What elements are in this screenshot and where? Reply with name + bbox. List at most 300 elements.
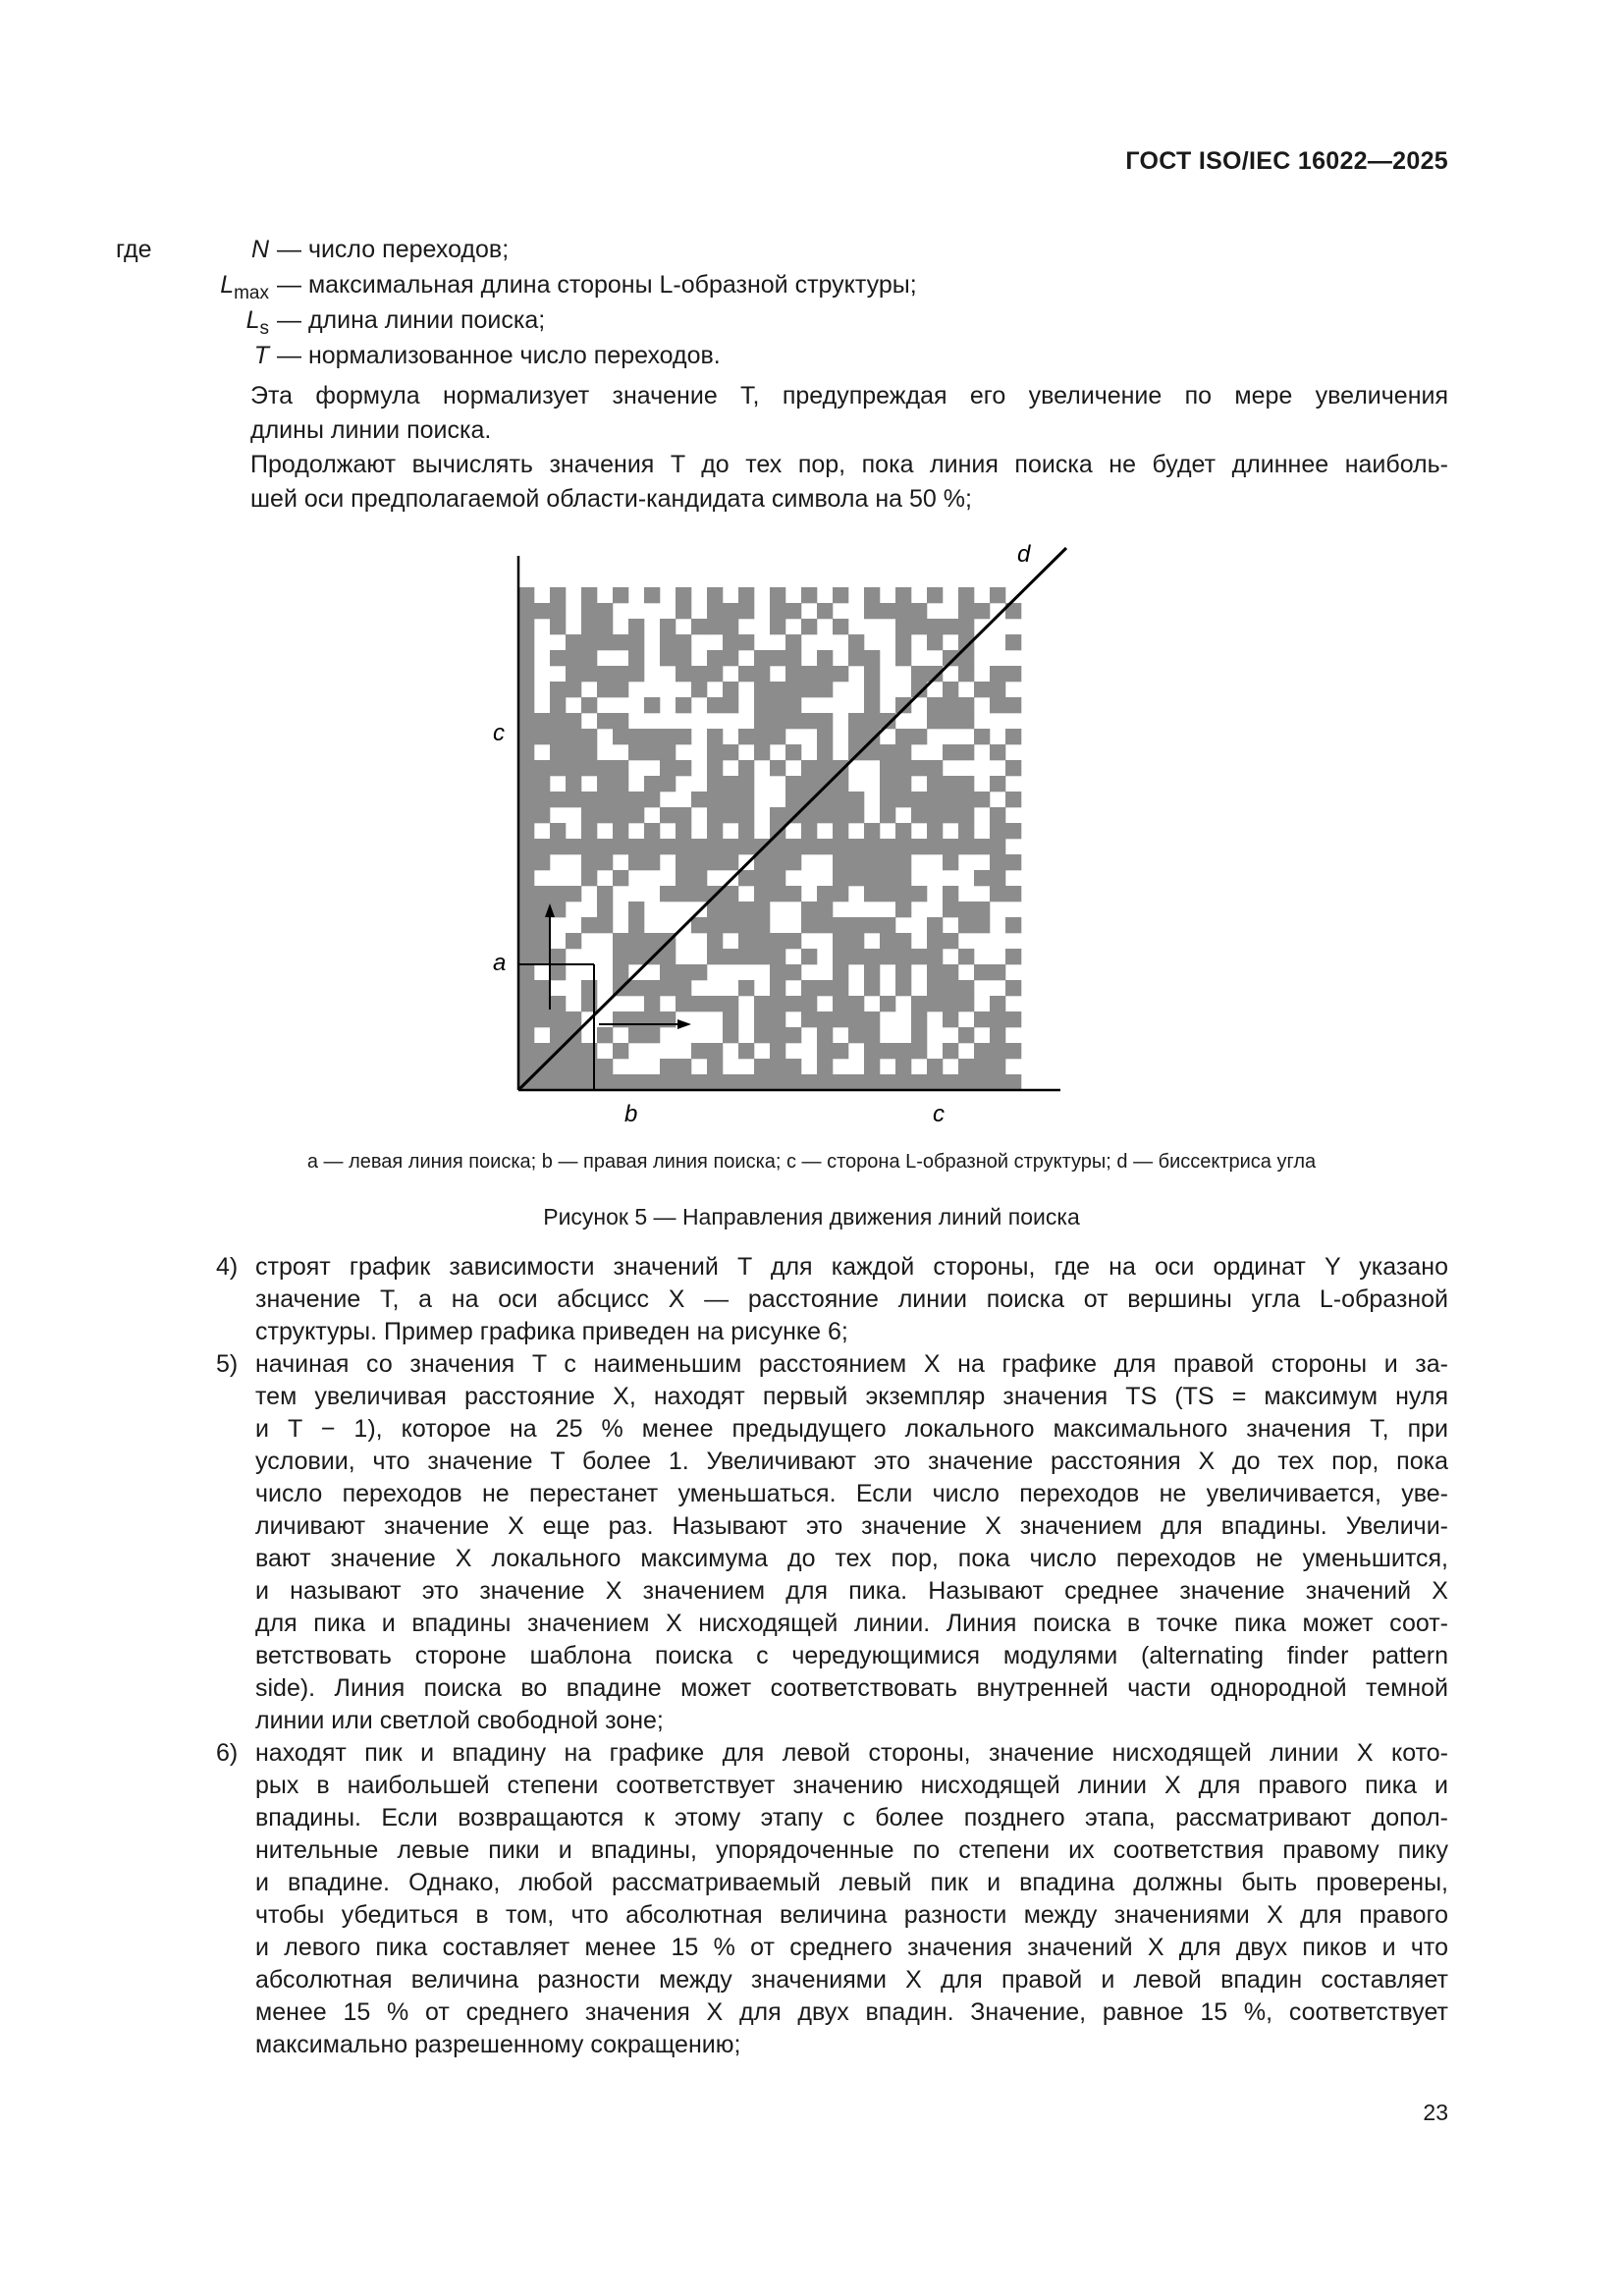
matrix-module (550, 682, 566, 697)
matrix-module (848, 949, 864, 964)
matrix-module (911, 1074, 927, 1090)
matrix-module (880, 760, 895, 776)
matrix-module (927, 949, 943, 964)
matrix-module (801, 776, 817, 792)
matrix-module (817, 1011, 833, 1027)
text-line: абсолютная величина разности между значениями X для правой и левой впадин составляет (255, 1966, 1448, 1994)
matrix-module (550, 650, 566, 666)
matrix-module (676, 587, 691, 603)
matrix-module (597, 807, 613, 823)
matrix-module (801, 587, 817, 603)
matrix-module (676, 839, 691, 854)
matrix-module (723, 807, 738, 823)
matrix-module (723, 854, 738, 870)
matrix-module (550, 1011, 566, 1027)
matrix-module (958, 697, 974, 713)
matrix-module (785, 839, 801, 854)
matrix-module (660, 634, 676, 650)
matrix-module (880, 933, 895, 949)
matrix-module (785, 713, 801, 729)
label-d: d (1017, 541, 1031, 568)
matrix-module (770, 682, 785, 697)
matrix-module (911, 1043, 927, 1059)
matrix-module (676, 697, 691, 713)
matrix-module (801, 666, 817, 682)
matrix-module (518, 1059, 534, 1074)
matrix-module (1005, 1043, 1021, 1059)
matrix-module (613, 1043, 628, 1059)
matrix-module (848, 713, 864, 729)
matrix-module (518, 933, 534, 949)
text-line: условии, что значение T более 1. Увеличивают это значение расстояния X до тех пор, пока (255, 1448, 1448, 1475)
matrix-module (628, 1027, 644, 1043)
matrix-module (566, 744, 581, 760)
matrix-module (974, 1059, 990, 1074)
text-line: максимально разрешенному сокращению; (255, 2031, 741, 2058)
text-line: side). Линия поиска во впадине может соответствовать внутренней части однородной темной (255, 1674, 1448, 1702)
matrix-module (738, 776, 754, 792)
matrix-module (581, 823, 597, 839)
matrix-module (958, 917, 974, 933)
text-line: вают значение X локального максимума до тех пор, пока число переходов не уменьшится, (255, 1545, 1448, 1572)
symbol-n: N (250, 236, 269, 263)
matrix-module (581, 792, 597, 807)
matrix-module (660, 776, 676, 792)
matrix-module (566, 839, 581, 854)
matrix-module (1005, 980, 1021, 996)
matrix-module (1005, 634, 1021, 650)
matrix-module (754, 870, 770, 886)
text-line: личивают значение X еще раз. Называют это значение X значением для впадины. Увеличи- (255, 1512, 1448, 1540)
matrix-module (864, 823, 880, 839)
matrix-module (927, 587, 943, 603)
matrix-module (691, 1074, 707, 1090)
matrix-module (943, 776, 958, 792)
matrix-module (550, 1027, 566, 1043)
matrix-module (597, 1074, 613, 1090)
matrix-module (817, 807, 833, 823)
matrix-module (628, 980, 644, 996)
matrix-module (864, 713, 880, 729)
matrix-module (817, 776, 833, 792)
matrix-module (864, 980, 880, 996)
matrix-module (895, 1074, 911, 1090)
matrix-module (911, 603, 927, 619)
matrix-module (895, 823, 911, 839)
matrix-module (597, 760, 613, 776)
matrix-module (911, 949, 927, 964)
matrix-module (518, 996, 534, 1011)
matrix-module (738, 587, 754, 603)
matrix-module (974, 792, 990, 807)
matrix-module (534, 713, 550, 729)
matrix-module (817, 980, 833, 996)
matrix-module (1005, 1074, 1021, 1090)
matrix-module (581, 807, 597, 823)
matrix-module (801, 996, 817, 1011)
matrix-module (754, 744, 770, 760)
matrix-module (1005, 854, 1021, 870)
matrix-module (518, 807, 534, 823)
matrix-module (534, 807, 550, 823)
matrix-module (534, 917, 550, 933)
matrix-module (1005, 917, 1021, 933)
matrix-module (676, 666, 691, 682)
matrix-module (707, 1074, 723, 1090)
matrix-module (880, 839, 895, 854)
matrix-module (707, 917, 723, 933)
matrix-module (770, 886, 785, 902)
matrix-module (691, 886, 707, 902)
matrix-module (581, 587, 597, 603)
matrix-module (943, 980, 958, 996)
matrix-module (770, 839, 785, 854)
matrix-module (911, 619, 927, 634)
matrix-module (864, 1074, 880, 1090)
matrix-module (644, 792, 660, 807)
matrix-module (770, 870, 785, 886)
matrix-module (911, 839, 927, 854)
matrix-module (597, 603, 613, 619)
matrix-module (801, 839, 817, 854)
matrix-module (880, 870, 895, 886)
matrix-module (785, 1074, 801, 1090)
matrix-module (770, 996, 785, 1011)
matrix-module (581, 634, 597, 650)
matrix-module (628, 854, 644, 870)
matrix-module (833, 839, 848, 854)
list-item-4 (216, 1251, 1448, 1348)
matrix-module (534, 933, 550, 949)
matrix-module (927, 933, 943, 949)
matrix-module (880, 603, 895, 619)
paragraph-formula (250, 379, 1448, 448)
matrix-module (738, 902, 754, 917)
matrix-module (848, 744, 864, 760)
matrix-module (518, 1027, 534, 1043)
matrix-module (864, 603, 880, 619)
matrix-module (738, 917, 754, 933)
matrix-module (597, 634, 613, 650)
matrix-module (534, 854, 550, 870)
definition-row (116, 338, 1451, 373)
matrix-module (817, 1059, 833, 1074)
matrix-module (785, 1027, 801, 1043)
matrix-module (613, 964, 628, 980)
matrix-module (518, 666, 534, 682)
text-line: и левого пика составляет менее 15 % от среднего значения значений X для двух пиков и что (255, 1934, 1448, 1961)
figure-legend: a — левая линия поиска; b — правая линия поиска; c — сторона L-образной структуры; d — биссектриса угла (306, 1151, 1317, 1173)
matrix-module (613, 666, 628, 682)
matrix-module (597, 776, 613, 792)
matrix-module (676, 1059, 691, 1074)
matrix-module (895, 603, 911, 619)
matrix-module (723, 1074, 738, 1090)
matrix-module (770, 964, 785, 980)
matrix-module (644, 996, 660, 1011)
matrix-module (534, 1074, 550, 1090)
matrix-module (597, 682, 613, 697)
matrix-module (927, 1074, 943, 1090)
matrix-module (990, 964, 1005, 980)
matrix-module (534, 839, 550, 854)
matrix-module (723, 619, 738, 634)
definition-row (116, 267, 1451, 302)
matrix-module (990, 666, 1005, 682)
matrix-module (534, 776, 550, 792)
matrix-module (707, 949, 723, 964)
matrix-module (628, 634, 644, 650)
matrix-module (801, 1074, 817, 1090)
matrix-module (770, 1027, 785, 1043)
text-line: Эта формула нормализует значение T, предупреждая его увеличение по мере увеличения (250, 382, 1448, 410)
matrix-module (723, 1011, 738, 1027)
matrix-module (628, 807, 644, 823)
matrix-module (801, 917, 817, 933)
matrix-module (628, 839, 644, 854)
matrix-module (566, 760, 581, 776)
matrix-module (518, 1043, 534, 1059)
matrix-module (707, 839, 723, 854)
matrix-module (817, 1043, 833, 1059)
matrix-module (628, 729, 644, 744)
matrix-module (1005, 823, 1021, 839)
matrix-module (990, 854, 1005, 870)
matrix-module (518, 1011, 534, 1027)
matrix-module (833, 933, 848, 949)
matrix-module (833, 980, 848, 996)
matrix-module (943, 744, 958, 760)
arrow-right-head (677, 1019, 691, 1029)
matrix-module (817, 682, 833, 697)
matrix-module (550, 697, 566, 713)
matrix-module (644, 697, 660, 713)
matrix-module (754, 666, 770, 682)
matrix-module (723, 996, 738, 1011)
matrix-module (723, 1027, 738, 1043)
text-line: рых в наибольшей степени соответствует значению нисходящей линии X для правого пика и (255, 1772, 1448, 1799)
matrix-module (597, 854, 613, 870)
matrix-module (770, 854, 785, 870)
item-number: 4) (216, 1253, 239, 1281)
matrix-module (518, 587, 534, 603)
matrix-module (943, 807, 958, 823)
definition-text: — максимальная длина стороны L-образной структуры; (277, 271, 917, 299)
matrix-module (833, 1074, 848, 1090)
matrix-module (927, 1059, 943, 1074)
matrix-module (785, 996, 801, 1011)
matrix-module (566, 933, 581, 949)
matrix-module (754, 729, 770, 744)
figure-5-diagram (471, 538, 1080, 1127)
matrix-module (707, 587, 723, 603)
matrix-module (723, 839, 738, 854)
matrix-module (958, 980, 974, 996)
matrix-module (613, 587, 628, 603)
matrix-module (785, 807, 801, 823)
matrix-module (628, 650, 644, 666)
where-word: где (116, 236, 152, 263)
matrix-module (927, 713, 943, 729)
matrix-module (518, 854, 534, 870)
definition-row (116, 302, 1451, 338)
matrix-module (691, 666, 707, 682)
matrix-module (738, 666, 754, 682)
matrix-module (723, 682, 738, 697)
list-item-5 (216, 1348, 1448, 1737)
matrix-module (974, 917, 990, 933)
matrix-module (801, 949, 817, 964)
definition-row (116, 232, 1451, 267)
matrix-module (927, 619, 943, 634)
label-c-left: c (493, 720, 505, 746)
matrix-module (817, 1027, 833, 1043)
text-line: и впадине. Однако, любой рассматриваемый левый пик и впадина должны быть проверены, (255, 1869, 1448, 1896)
matrix-module (597, 886, 613, 902)
matrix-module (880, 792, 895, 807)
matrix-module (801, 823, 817, 839)
text-line: строят график зависимости значений T для каждой стороны, где на оси ординат Y указано (255, 1253, 1448, 1281)
matrix-module (707, 792, 723, 807)
matrix-module (895, 729, 911, 744)
matrix-module (848, 1011, 864, 1027)
matrix-module (958, 902, 974, 917)
matrix-module (848, 807, 864, 823)
matrix-module (864, 666, 880, 682)
matrix-module (958, 1059, 974, 1074)
matrix-module (676, 603, 691, 619)
matrix-module (518, 839, 534, 854)
matrix-module (770, 933, 785, 949)
matrix-module (691, 1043, 707, 1059)
matrix-module (895, 776, 911, 792)
matrix-module (1005, 1011, 1021, 1027)
matrix-module (801, 792, 817, 807)
matrix-module (566, 1011, 581, 1027)
matrix-module (801, 980, 817, 996)
matrix-module (613, 713, 628, 729)
matrix-module (550, 619, 566, 634)
matrix-module (613, 729, 628, 744)
matrix-module (550, 839, 566, 854)
matrix-module (550, 1059, 566, 1074)
matrix-module (848, 917, 864, 933)
matrix-module (817, 917, 833, 933)
matrix-module (754, 1074, 770, 1090)
matrix-module (566, 792, 581, 807)
matrix-module (691, 917, 707, 933)
matrix-module (801, 760, 817, 776)
matrix-module (581, 603, 597, 619)
matrix-module (691, 854, 707, 870)
matrix-module (958, 807, 974, 823)
matrix-module (895, 760, 911, 776)
matrix-module (990, 697, 1005, 713)
label-a: a (493, 950, 507, 976)
matrix-module (974, 1074, 990, 1090)
matrix-module (597, 902, 613, 917)
text-line: Продолжают вычислять значения T до тех пор, пока линия поиска не будет длиннее наиболь- (250, 451, 1448, 478)
matrix-module (911, 666, 927, 682)
matrix-module (958, 1074, 974, 1090)
text-line: для пика и впадины значением X нисходящей линии. Линия поиска в точке пика может соот- (255, 1610, 1448, 1637)
text-line: структуры. Пример графика приведен на рисунке 6; (255, 1318, 848, 1345)
definition-text: — длина линии поиска; (277, 306, 546, 334)
matrix-module (550, 744, 566, 760)
matrix-module (581, 744, 597, 760)
matrix-module (644, 744, 660, 760)
matrix-module (770, 619, 785, 634)
matrix-module (927, 776, 943, 792)
matrix-module (723, 744, 738, 760)
matrix-module (990, 587, 1005, 603)
matrix-module (613, 682, 628, 697)
matrix-module (738, 980, 754, 996)
matrix-module (660, 964, 676, 980)
matrix-module (943, 682, 958, 697)
matrix-module (880, 1043, 895, 1059)
matrix-module (833, 619, 848, 634)
matrix-module (770, 713, 785, 729)
matrix-module (895, 792, 911, 807)
matrix-module (833, 1011, 848, 1027)
matrix-module (943, 619, 958, 634)
matrix-module (1005, 666, 1021, 682)
matrix-module (943, 996, 958, 1011)
text-line: менее 15 % от среднего значения X для двух впадин. Значение, равное 15 %, соответствует (255, 1998, 1448, 2026)
matrix-module (848, 1027, 864, 1043)
matrix-module (566, 776, 581, 792)
matrix-module (801, 713, 817, 729)
matrix-module (518, 697, 534, 713)
matrix-module (1005, 886, 1021, 902)
text-line: длины линии поиска. (250, 416, 492, 444)
matrix-module (833, 666, 848, 682)
matrix-module (958, 713, 974, 729)
matrix-module (848, 792, 864, 807)
matrix-module (833, 1043, 848, 1059)
matrix-module (676, 1074, 691, 1090)
matrix-module (785, 886, 801, 902)
matrix-module (518, 964, 534, 980)
matrix-module (833, 949, 848, 964)
item-number: 5) (216, 1350, 239, 1378)
matrix-module (534, 949, 550, 964)
matrix-module (943, 713, 958, 729)
matrix-module (613, 1074, 628, 1090)
text-line: тем увеличивая расстояние X, находят первый экземпляр значения TS (TS = максимум нуля (255, 1383, 1448, 1410)
matrix-module (738, 603, 754, 619)
matrix-module (628, 792, 644, 807)
matrix-module (550, 760, 566, 776)
matrix-module (738, 1043, 754, 1059)
matrix-module (958, 949, 974, 964)
matrix-module (1005, 697, 1021, 713)
matrix-module (817, 650, 833, 666)
matrix-module (676, 650, 691, 666)
matrix-module (597, 619, 613, 634)
matrix-module (550, 886, 566, 902)
matrix-module (518, 949, 534, 964)
matrix-module (518, 619, 534, 634)
matrix-module (534, 729, 550, 744)
matrix-module (613, 823, 628, 839)
matrix-module (864, 964, 880, 980)
matrix-module (880, 996, 895, 1011)
matrix-module (817, 902, 833, 917)
matrix-module (723, 697, 738, 713)
matrix-module (660, 760, 676, 776)
